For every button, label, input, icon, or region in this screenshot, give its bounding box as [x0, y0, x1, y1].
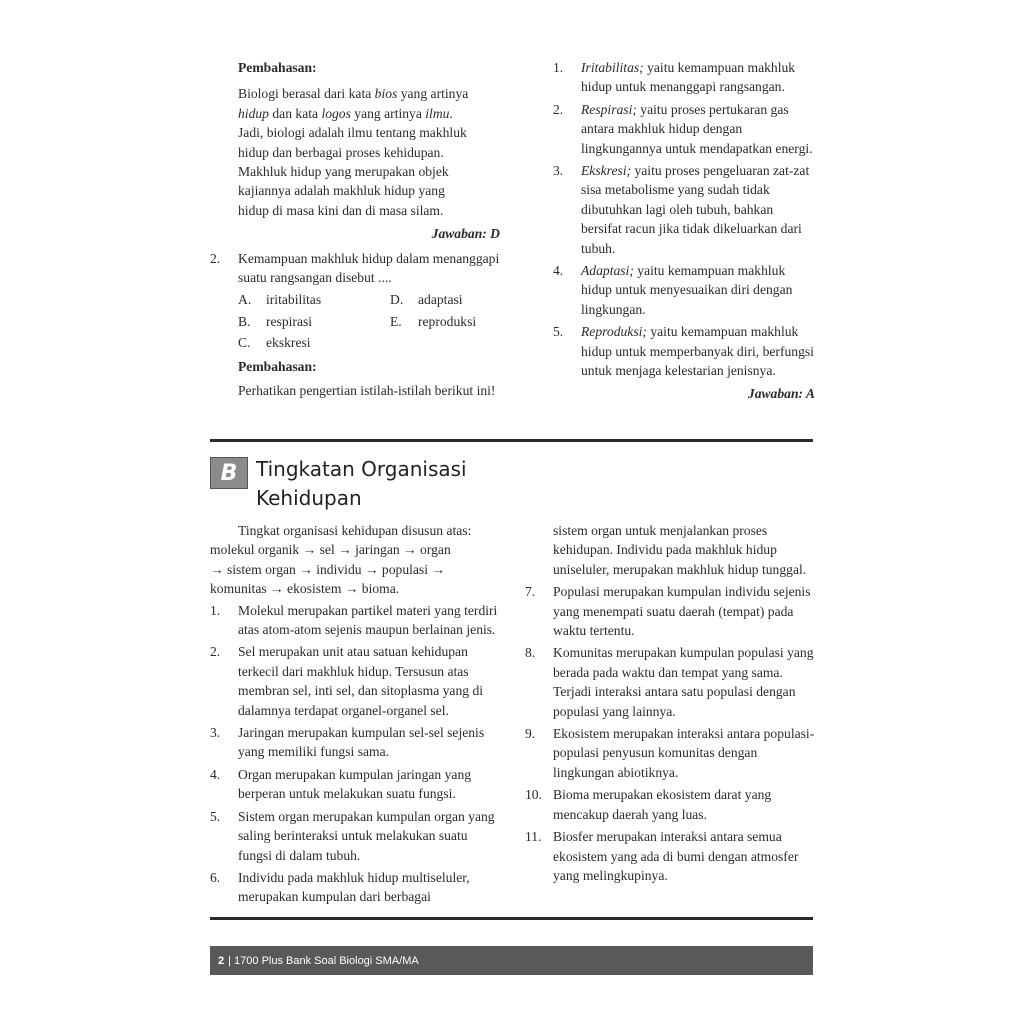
discussion-line: hidup dan berbagai proses kehidupan.: [238, 144, 444, 160]
list-item: 4. Organ merupakan kumpulan jaringan yang berperan untuk melakukan suatu fungsi.: [210, 766, 472, 802]
answer-label: Jawaban: D: [431, 226, 500, 242]
discussion-heading: Pembahasan:: [238, 60, 317, 75]
list-item: 9. Ekosistem merupakan interaksi antara populasi-populasi penyusun komunitas dengan lingkungan abiotiknya.: [525, 726, 815, 780]
option-b: B. respirasi: [238, 313, 313, 329]
continuation-text: sistem organ untuk menjalankan proses kehidupan. Individu pada makhluk hidup uniseluler, merupakan makhluk hidup tunggal.: [553, 523, 807, 577]
discussion-line: hidup dan kata logos yang artinya ilmu.: [238, 105, 453, 121]
intro-paragraph: Tingkat organisasi kehidupan disusun atas: molekul organik → sel → jaringan → organ → sistem organ → individu → populasi → komunitas → ekosistem → bioma.: [210, 523, 472, 597]
discussion-line: hidup di masa kini dan di masa silam.: [238, 202, 444, 218]
list-item: 5. Sistem organ merupakan kumpulan organ yang saling berinteraksi untuk melakukan suatu fungsi di dalam tubuh.: [210, 808, 495, 863]
list-item: 11. Biosfer merupakan interaksi antara semua ekosistem yang ada di bumi dengan atmosfer yang melingkupinya.: [525, 829, 799, 883]
section-header: [210, 455, 467, 513]
question-text: Kemampuan makhluk hidup dalam menanggapi suatu rangsangan disebut ....: [238, 250, 500, 286]
bottom-left-column: [210, 521, 500, 910]
section-badge: B: [210, 457, 248, 489]
section-divider-bottom: [210, 917, 813, 920]
page-footer: [210, 946, 813, 975]
list-item: 8. Komunitas merupakan kumpulan populasi yang berada pada waktu dan tempat yang sama. Terjadi interaksi antara satu populasi dengan populasi yang lainnya.: [525, 645, 814, 719]
term-item: 3. Ekskresi; yaitu proses pengeluaran zat-zat sisa metabolisme yang sudah tidak dibutuhkan lagi oleh tubuh, bahkan bersifat racun jika tidak dikeluarkan dari tubuh.: [553, 163, 810, 256]
list-item: 7. Populasi merupakan kumpulan individu sejenis yang menempati suatu daerah (tempat) pada waktu tertentu.: [525, 584, 811, 639]
list-item: 3. Jaringan merupakan kumpulan sel-sel sejenis yang memiliki fungsi sama.: [210, 725, 485, 760]
option-a: A. iritabilitas: [238, 292, 322, 308]
option-c: C. ekskresi: [238, 335, 311, 351]
list-item: 1. Molekul merupakan partikel materi yang terdiri atas atom-atom sejenis maupun berlainan jenis.: [210, 602, 498, 638]
answer-options: [238, 290, 500, 352]
page-number: 2: [218, 954, 225, 967]
list-item: 6. Individu pada makhluk hidup multiseluler, merupakan kumpulan dari berbagai: [210, 869, 470, 905]
discussion-line: Jadi, biologi adalah ilmu tentang makhluk: [238, 125, 467, 141]
list-item: 10. Bioma merupakan ekosistem darat yang mencakup daerah yang luas.: [525, 787, 772, 822]
option-e: E. reproduksi: [390, 313, 477, 329]
term-item: 5. Reproduksi; yaitu kemampuan makhluk hidup untuk memperbanyak diri, berfungsi untuk menjaga kelestarian jenisnya.: [553, 324, 814, 379]
discussion-note: Perhatikan pengertian istilah-istilah berikut ini!: [238, 383, 496, 399]
term-item: 4. Adaptasi; yaitu kemampuan makhluk hidup untuk menyesuaikan diri dengan lingkungan.: [553, 263, 793, 317]
discussion-paragraph: [238, 84, 500, 220]
question-item: [210, 249, 500, 288]
term-item: 2. Respirasi; yaitu proses pertukaran gas antara makhluk hidup dengan lingkungannya untuk mendapatkan energi.: [553, 101, 813, 156]
book-title: | 1700 Plus Bank Soal Biologi SMA/MA: [228, 954, 419, 967]
discussion-heading-2: Pembahasan:: [238, 358, 317, 374]
section-divider-top: [210, 439, 813, 442]
list-item: 2. Sel merupakan unit atau satuan kehidupan terkecil dari makhluk hidup. Tersusun atas membran sel, inti sel, dan sitoplasma yang di dalamnya terdapat organel-organel sel.: [210, 644, 484, 718]
question-number: 2.: [210, 250, 221, 266]
section-title: Tingkatan Organisasi Kehidupan: [256, 457, 467, 510]
option-d: D. adaptasi: [390, 292, 463, 308]
bottom-right-column: [525, 521, 815, 888]
top-left-column: [210, 58, 500, 401]
term-item: 1. Iritabilitas; yaitu kemampuan makhluk hidup untuk menanggapi rangsangan.: [553, 60, 796, 95]
discussion-line: Biologi berasal dari kata bios yang artinya: [238, 86, 469, 102]
top-right-column: [553, 58, 815, 403]
discussion-line: kajiannya adalah makhluk hidup yang: [238, 183, 445, 199]
answer-label: Jawaban: A: [747, 385, 815, 401]
discussion-line: Makhluk hidup yang merupakan objek: [238, 164, 449, 180]
